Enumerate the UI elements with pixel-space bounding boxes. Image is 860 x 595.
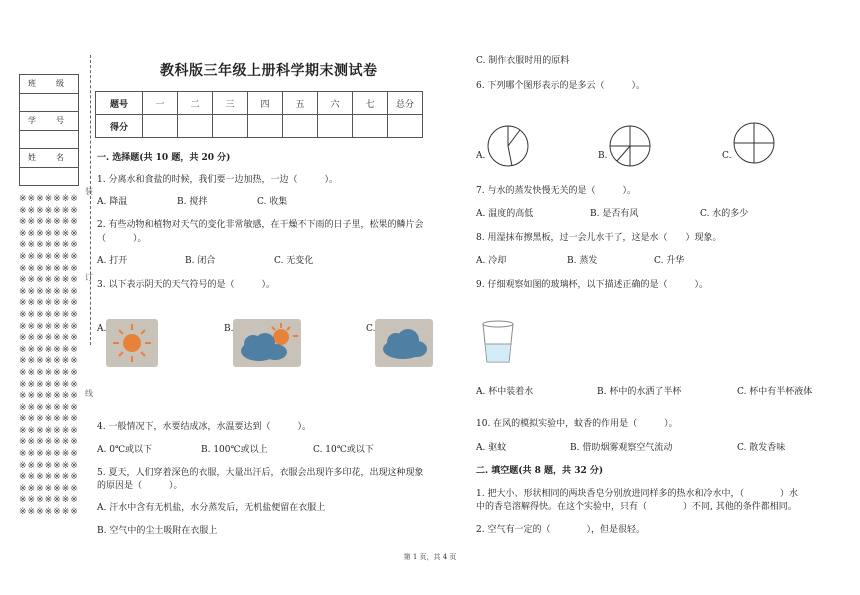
q3-option-b[interactable]: B. <box>224 324 234 334</box>
q10-option-a[interactable]: A. 驱蚊 <box>476 443 507 453</box>
cloud-cover-chart-c[interactable] <box>732 121 776 165</box>
score-table-cell: 二 <box>178 92 213 115</box>
q3-option-c[interactable]: C. <box>366 324 376 334</box>
q9-option-c[interactable]: C. 杯中有半杯液体 <box>737 387 813 397</box>
q5-option-b[interactable]: B. 空气中的尘土吸附在衣服上 <box>97 526 218 536</box>
q10-option-c[interactable]: C. 散发香味 <box>737 443 786 453</box>
question-10: 10. 在风的模拟实验中，蚊香的作用是（ ）。 <box>476 419 678 429</box>
question-2-line-1: 2. 有些动物和植物对天气的变化非常敏感，在干燥不下雨的日子里，松果的鳞片会 <box>97 220 424 230</box>
cloud-lobe <box>407 341 427 357</box>
q8-option-a[interactable]: A. 冷却 <box>476 256 507 266</box>
cut-char-2: 订 <box>85 273 93 282</box>
q4-option-b[interactable]: B. 100℃或以上 <box>201 445 268 455</box>
cup-rim <box>483 321 513 327</box>
class-label: 班 级 <box>20 75 78 94</box>
q2-option-a[interactable]: A. 打开 <box>97 256 128 266</box>
score-input-cell[interactable] <box>283 115 318 138</box>
question-5-line-2: 的原因是（ ）。 <box>97 481 183 491</box>
sun-ray <box>119 330 123 334</box>
q7-option-a[interactable]: A. 温度的高低 <box>476 209 534 219</box>
q10-option-b[interactable]: B. 借助烟雾观察空气流动 <box>570 443 673 453</box>
sun-ray <box>141 330 145 334</box>
question-2-line-2: （ ）。 <box>97 234 147 244</box>
section-fill-heading: 二. 填空题(共 8 题，共 32 分) <box>476 466 604 476</box>
cloud-lobe <box>263 344 287 360</box>
score-table-header-row <box>96 92 423 115</box>
student-info-box <box>19 74 79 186</box>
q1-option-a[interactable]: A. 降温 <box>97 197 128 207</box>
q3-option-a[interactable]: A. <box>97 324 107 334</box>
cloud-sun-icon <box>233 319 301 367</box>
q7-option-b[interactable]: B. 是否有风 <box>590 209 639 219</box>
question-6: 6. 下列哪个图形表示的是多云（ ）。 <box>476 81 645 91</box>
cloud-shape <box>383 329 427 359</box>
q6-option-b[interactable]: B. <box>598 151 608 161</box>
sunny-weather-symbol[interactable] <box>106 319 158 367</box>
score-input-cell[interactable] <box>318 115 353 138</box>
cut-char-1: 装 <box>85 187 93 196</box>
name-field[interactable] <box>20 168 78 186</box>
student-id-field[interactable] <box>20 131 78 150</box>
sun-disc <box>273 329 289 345</box>
score-table-cell: 七 <box>353 92 388 115</box>
score-table <box>95 91 423 138</box>
fill-question-2: 2. 空气有一定的（ ），但是很轻。 <box>476 525 645 535</box>
question-7: 7. 与水的蒸发快慢无关的是（ ）。 <box>476 186 636 196</box>
sun-ray <box>119 352 123 356</box>
q7-option-c[interactable]: C. 水的多少 <box>700 209 749 219</box>
q6-option-c[interactable]: C. <box>722 151 732 161</box>
score-table-score-row <box>96 115 423 138</box>
sun-icon <box>106 319 158 367</box>
q8-option-c[interactable]: C. 升华 <box>654 256 685 266</box>
binding-cut-line <box>90 55 91 345</box>
q5-option-a[interactable]: A. 汗水中含有无机盐，水分蒸发后，无机盐便留在衣服上 <box>97 503 326 513</box>
page-title: 教科版三年级上册科学期末测试卷 <box>160 63 378 79</box>
overcast-weather-symbol[interactable] <box>375 319 433 367</box>
sun-ray <box>287 327 290 330</box>
score-input-cell[interactable] <box>388 115 423 138</box>
score-table-cell: 五 <box>283 92 318 115</box>
name-label: 姓 名 <box>20 149 78 168</box>
page-footer: 第 1 页，共 4 页 <box>403 553 457 561</box>
cup-liquid <box>485 344 511 362</box>
score-table-cell: 四 <box>248 92 283 115</box>
q9-option-b[interactable]: B. 杯中的水洒了半杯 <box>597 387 682 397</box>
cloudy-sun-weather-symbol[interactable] <box>233 319 301 367</box>
section-choice-heading: 一. 选择题(共 10 题，共 20 分) <box>97 153 231 163</box>
fill-question-1-line-1: 1. 把大小、形状相同的两块香皂分别放进同样多的热水和冷水中，（ ）水 <box>476 489 798 499</box>
question-9: 9. 仔细观察如图的玻璃杯，以下描述正确的是（ ）。 <box>476 280 708 290</box>
q4-option-a[interactable]: A. 0℃或以下 <box>97 445 153 455</box>
question-4: 4. 一般情况下，水要结成冰，水温要达到（ ）。 <box>97 422 311 432</box>
score-input-cell[interactable] <box>178 115 213 138</box>
question-1: 1. 分离水和食盐的时候，我们要一边加热，一边（ ）。 <box>97 175 338 185</box>
class-field[interactable] <box>20 94 78 113</box>
score-input-cell[interactable] <box>143 115 178 138</box>
score-table-cell: 题号 <box>96 92 143 115</box>
score-table-cell: 一 <box>143 92 178 115</box>
question-5-line-1: 5. 夏天，人们穿着深色的衣服，大量出汗后，衣服会出现许多印花，出现这种现象 <box>97 468 424 478</box>
q1-option-b[interactable]: B. 搅拌 <box>177 197 208 207</box>
score-row-label: 得分 <box>96 115 143 138</box>
binding-star-strip: ※※※※※※※※※※※※※※※※※※※※※※※※※※※※※※※※※※※※※※※※※※※※※※※※※※※※※※※※※※※※※※※※※※※※※※※※※※※※※※※※※※※※※※※※※※※※※※※※※※※※※※※※※※※※※※※※※※※※※※※※※※※※※※※※※※※※※※※※※※※※※※※※※※※※※※※※※※※※※※※※※※※※※※※※※※※※※※※※※※※※※※※※※※※※※※※※※※※※ <box>19 194 79 518</box>
q9-option-a[interactable]: A. 杯中装着水 <box>476 387 534 397</box>
glass-cup-image <box>478 318 518 366</box>
q2-option-b[interactable]: B. 闭合 <box>185 256 216 266</box>
cut-char-3: 线 <box>85 389 93 398</box>
q8-option-b[interactable]: B. 蒸发 <box>567 256 598 266</box>
cloud-icon <box>375 319 433 367</box>
sun-ray <box>141 352 145 356</box>
cloud-cover-chart-a[interactable] <box>486 124 530 168</box>
score-table-cell: 三 <box>213 92 248 115</box>
cloud-cover-chart-b[interactable] <box>608 124 652 168</box>
fill-question-1-line-2: 中的香皂溶解得快。在这个实验中，只有（ ）不同, 其他的条件都相同。 <box>476 502 797 512</box>
question-8: 8. 用湿抹布擦黑板，过一会儿水干了，这是水（ ）现象。 <box>476 233 722 243</box>
question-3: 3. 以下表示阴天的天气符号的是（ ）。 <box>97 280 275 290</box>
score-input-cell[interactable] <box>353 115 388 138</box>
q1-option-c[interactable]: C. 收集 <box>257 197 288 207</box>
sun-ray <box>272 327 275 330</box>
sun-disc <box>123 334 141 352</box>
student-id-label: 学 号 <box>20 112 78 131</box>
q4-option-c[interactable]: C. 10℃或以下 <box>313 445 374 455</box>
q2-option-c[interactable]: C. 无变化 <box>274 256 314 266</box>
score-input-cell[interactable] <box>213 115 248 138</box>
q5-option-c[interactable]: C. 制作衣服时用的原料 <box>476 56 570 66</box>
q6-option-a[interactable]: A. <box>476 151 486 161</box>
score-table-cell: 总分 <box>388 92 423 115</box>
score-table-cell: 六 <box>318 92 353 115</box>
score-input-cell[interactable] <box>248 115 283 138</box>
